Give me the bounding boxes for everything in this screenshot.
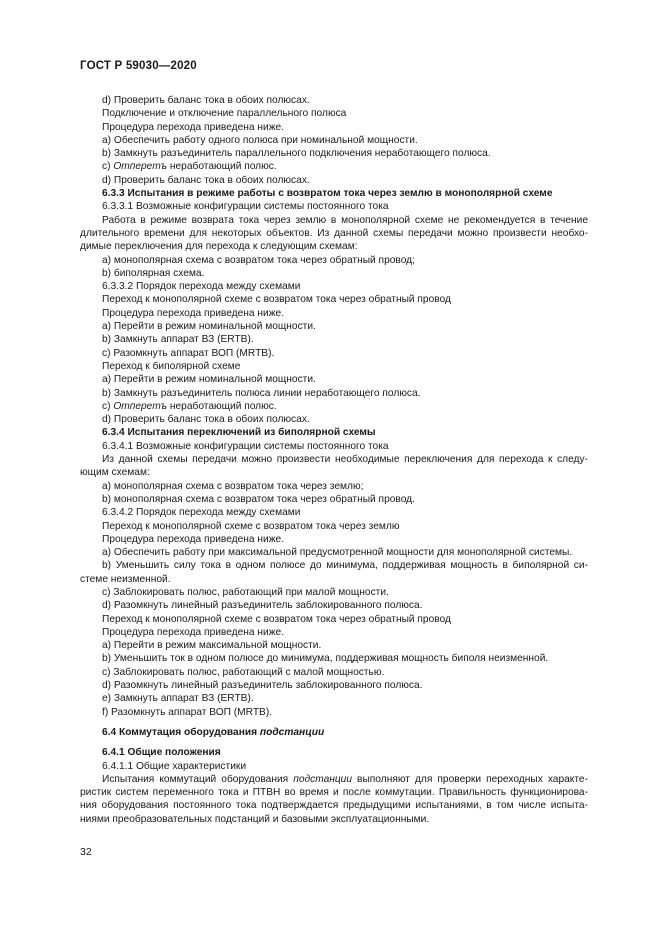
text-line: Переход к монополярной схеме с возвратом тока через обратный провод <box>102 294 451 306</box>
page-number: 32 <box>80 846 92 858</box>
text-line: b) Замкнуть разъединитель параллельного подключения неработающего полюса. <box>102 148 491 160</box>
subsection-heading: 6.4.1.1 Общие характеристики <box>102 760 247 772</box>
list-item <box>80 400 588 413</box>
subsection-heading: 6.3.4.2 Порядок перехода между схемами <box>102 507 301 519</box>
list-item: d) Разомкнуть линейный разъединитель заблокированного полюса. <box>102 600 423 612</box>
subsection-heading: 6.3.3.2 Порядок перехода между схемами <box>102 281 301 293</box>
text-fragment: Испытания коммутаций оборудования <box>102 773 294 785</box>
list-item: d) Проверить баланс тока в обоих полюсах. <box>102 414 310 426</box>
list-item: a) Перейти в режим максимальной мощности. <box>102 640 322 652</box>
text-line: a) Обеспечить работу одного полюса при номинальной мощности. <box>102 134 418 146</box>
italic-term: подстанции <box>293 773 353 785</box>
text-line: ющим схемам: <box>80 467 150 479</box>
list-item: b) биполярная схема. <box>102 267 205 279</box>
list-item: d) Разомкнуть линейный разъединитель заблокированного полюса. <box>102 680 423 692</box>
text-line: ниями преобразовательных подстанций и базовыми эксплуатационными. <box>80 813 430 825</box>
list-item: b) Уменьшить силу тока в одном полюсе до минимума, поддерживая мощность в биполярной си- <box>102 560 588 572</box>
section-heading <box>80 726 588 739</box>
list-item: f) Разомкнуть аппарат ВОП (MRTB). <box>102 706 273 718</box>
text-line: ристик систем переменного тока и ПТВН во время и после коммутации. Правильность функционирова- <box>80 787 588 799</box>
text-line: Из данной схемы передачи можно произвести необходимые переключения для перехода к следу- <box>102 454 588 466</box>
italic-term: подстанции <box>259 726 325 738</box>
text-line <box>80 160 588 173</box>
text-line: стеме неизменной. <box>80 573 171 585</box>
text-fragment: 6.4 Коммутация оборудования <box>102 726 260 738</box>
list-item: c) Заблокировать полюс, работающий при малой мощности. <box>102 586 389 598</box>
text-fragment: c) <box>102 161 114 173</box>
list-item: b) монополярная схема с возвратом тока через обратный провод. <box>102 493 415 505</box>
subsection-heading: 6.3.3.1 Возможные конфигурации системы постоянного тока <box>102 201 389 213</box>
text-line: ния оборудования постоянного тока подтверждается предыдущими испытаниями, в том числе испыта- <box>80 800 588 812</box>
list-item: a) монополярная схема с возвратом тока через обратный провод; <box>102 254 415 266</box>
list-item: c) Заблокировать полюс, работающий с малой мощностью. <box>102 666 385 678</box>
text-fragment: неработающий полюс. <box>167 400 277 412</box>
text-line: Процедура перехода приведена ниже. <box>102 307 285 319</box>
text-line: d) Проверить баланс тока в обоих полюсах. <box>102 174 310 186</box>
text-fragment: неработающий полюс. <box>167 161 277 173</box>
text-fragment: выполняют для проверки переходных характе- <box>352 773 588 785</box>
text-line: Переход к монополярной схеме с возвратом тока через землю <box>102 520 400 532</box>
section-heading: 6.3.3 Испытания в режиме работы с возвратом тока через землю в монополярной схеме <box>102 188 553 200</box>
list-item: b) Уменьшить ток в одном полюсе до минимума, поддерживая мощность биполя неизменной. <box>102 653 549 665</box>
document-header: ГОСТ Р 59030—2020 <box>80 60 197 72</box>
list-item: e) Замкнуть аппарат ВЗ (ERTB). <box>102 693 254 705</box>
list-item: b) Замкнуть разъединитель полюса линии неработающего полюса. <box>102 387 421 399</box>
italic-term: Отперетъ <box>113 161 168 173</box>
text-line: длительного времени для некоторых объектов. Из данной схемы передачи можно произвести необхо- <box>80 227 588 239</box>
text-line: Переход к монополярной схеме с возвратом тока через обратный провод <box>102 613 451 625</box>
text-line: Подключение и отключение параллельного полюса <box>102 108 347 120</box>
spacer <box>80 719 588 726</box>
text-line: Переход к биполярной схеме <box>102 360 241 372</box>
italic-term: Отперетъ <box>113 400 168 412</box>
text-line <box>80 773 588 786</box>
list-item: c) Разомкнуть аппарат ВОП (MRTB). <box>102 347 275 359</box>
spacer <box>80 739 588 746</box>
text-line: Процедура перехода приведена ниже. <box>102 626 285 638</box>
section-heading: 6.4.1 Общие положения <box>102 747 221 759</box>
list-item: a) монополярная схема с возвратом тока через землю; <box>102 480 364 492</box>
list-item: a) Перейти в режим номинальной мощности. <box>102 321 316 333</box>
text-line: Процедура перехода приведена ниже. <box>102 121 285 133</box>
list-item: a) Перейти в режим номинальной мощности. <box>102 374 316 386</box>
subsection-heading: 6.3.4.1 Возможные конфигурации системы постоянного тока <box>102 440 389 452</box>
text-line: димые переключения для перехода к следующим схемам: <box>80 241 358 253</box>
list-item: a) Обеспечить работу при максимальной предусмотренной мощности для монополярной системы. <box>102 547 573 559</box>
document-body <box>80 94 588 826</box>
text-fragment: c) <box>102 400 114 412</box>
list-item: b) Замкнуть аппарат ВЗ (ERTB). <box>102 334 254 346</box>
text-line: Работа в режиме возврата тока через землю в монополярной схеме не рекомендуется в течение <box>102 214 588 226</box>
text-line: d) Проверить баланс тока в обоих полюсах. <box>102 95 310 106</box>
text-line: Процедура перехода приведена ниже. <box>102 533 285 545</box>
section-heading: 6.3.4 Испытания переключений из биполярной схемы <box>102 427 376 439</box>
